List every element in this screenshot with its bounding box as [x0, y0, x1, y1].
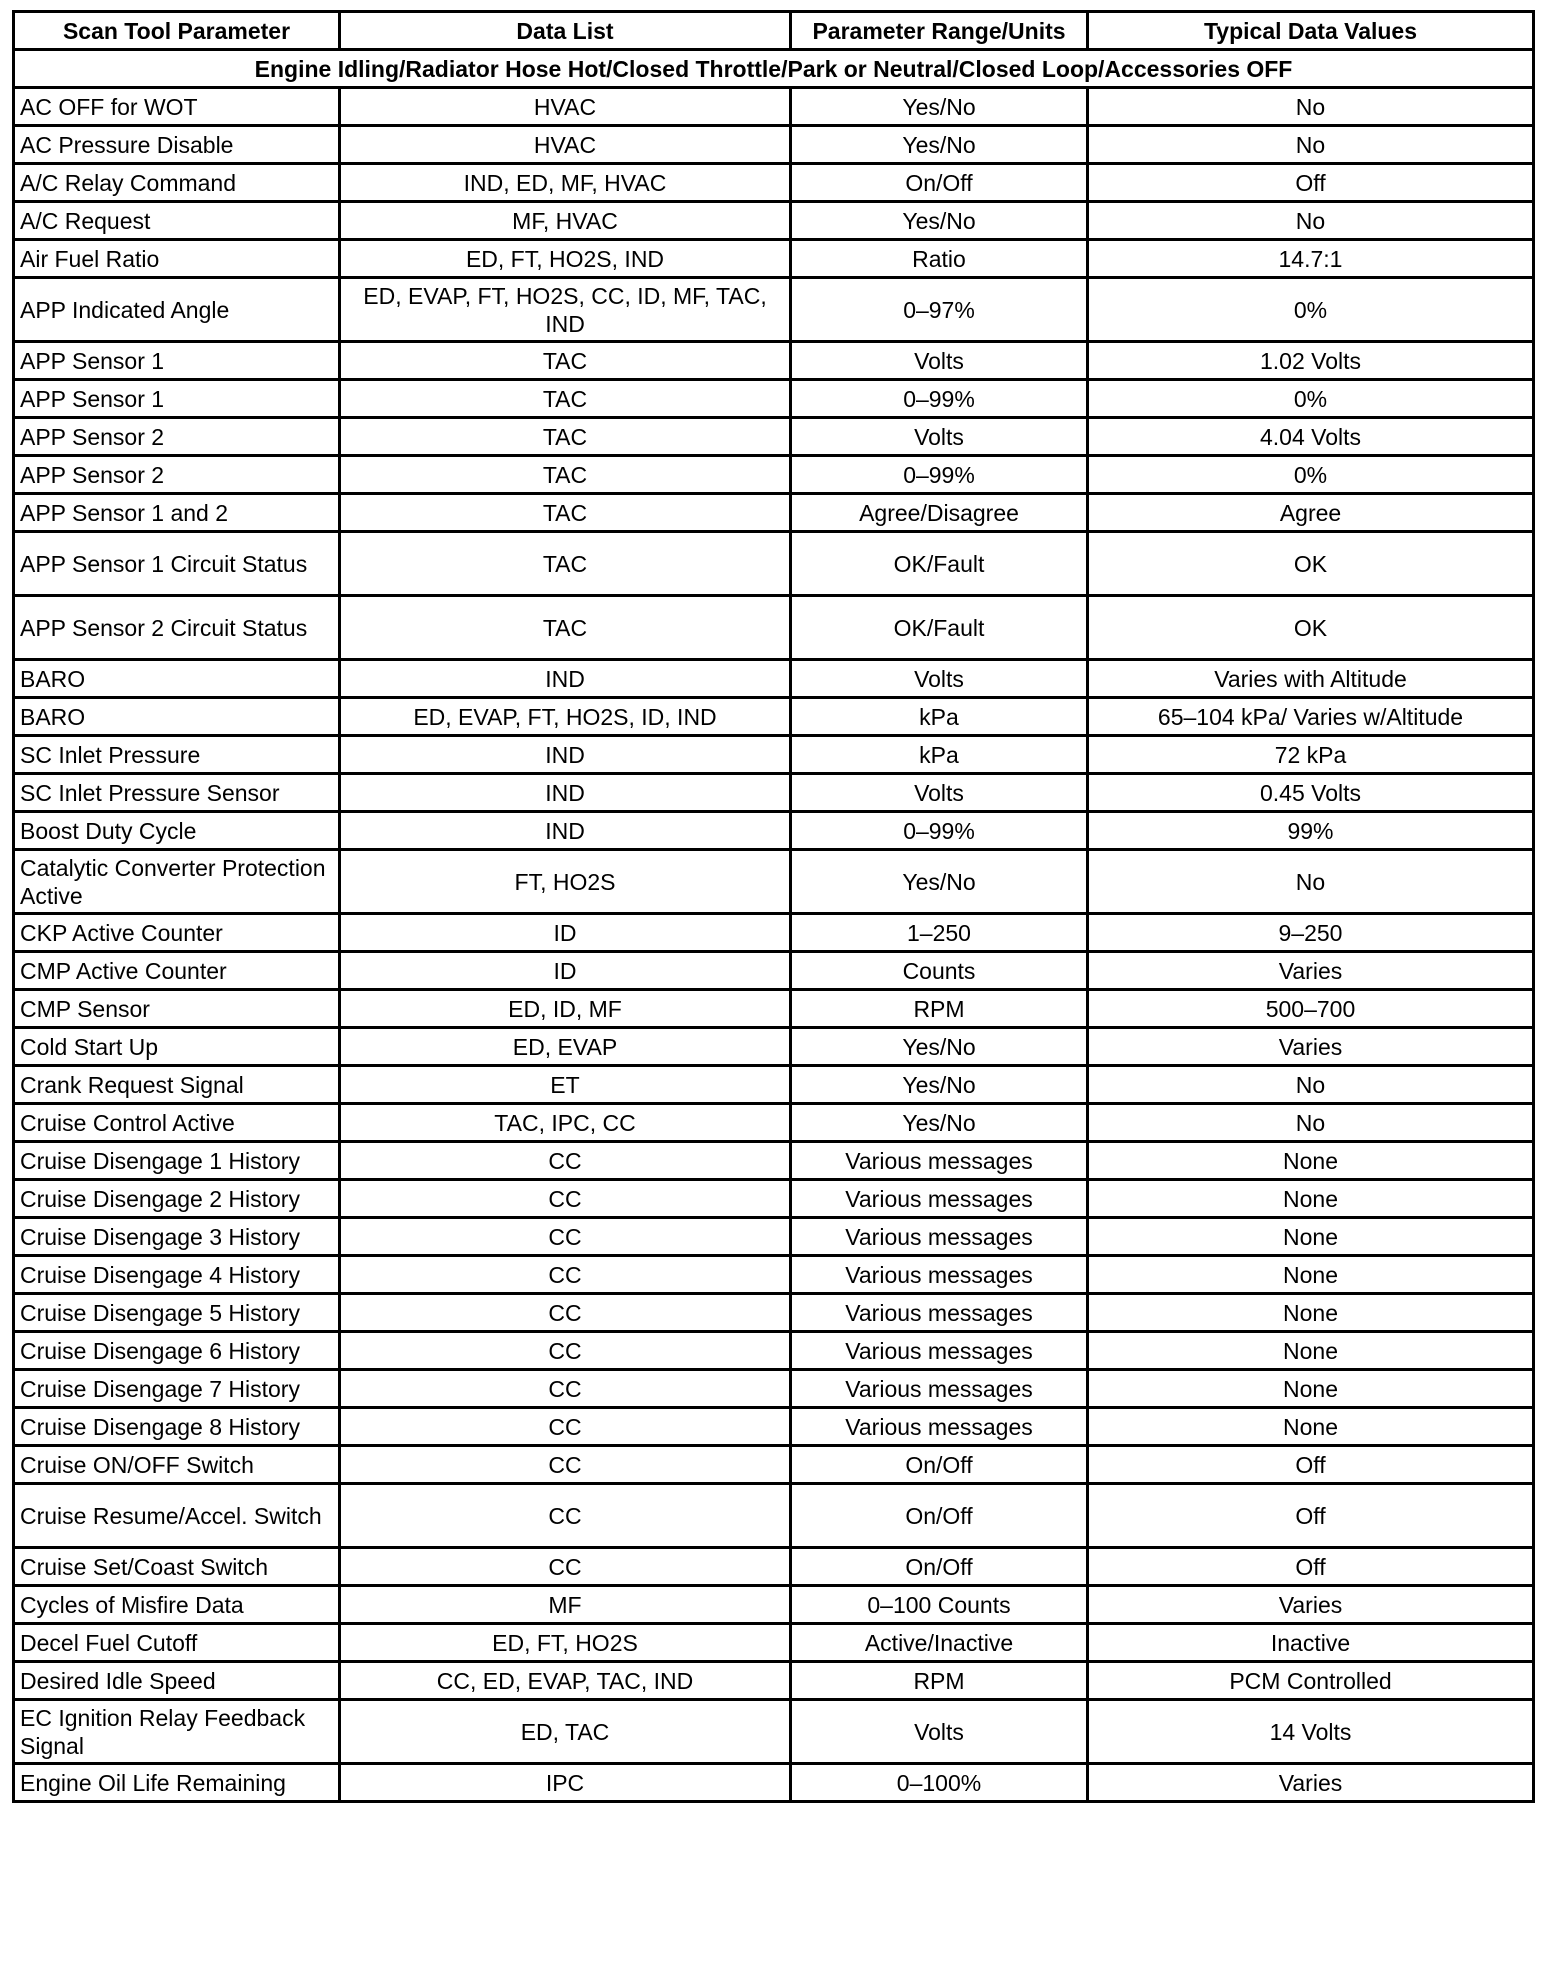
data-list-cell: TAC	[340, 494, 791, 532]
typical-value-cell: 4.04 Volts	[1088, 418, 1534, 456]
table-row	[14, 1294, 1534, 1332]
table-row	[14, 1700, 1534, 1764]
parameter-cell: Cruise Disengage 3 History	[14, 1218, 340, 1256]
table-row	[14, 1218, 1534, 1256]
range-units-cell: Yes/No	[791, 88, 1088, 126]
table-row	[14, 1484, 1534, 1548]
parameter-cell: SC Inlet Pressure Sensor	[14, 774, 340, 812]
data-list-cell: TAC	[340, 596, 791, 660]
range-units-cell: Volts	[791, 774, 1088, 812]
range-units-cell: Various messages	[791, 1370, 1088, 1408]
table-row	[14, 342, 1534, 380]
range-units-cell: 1–250	[791, 914, 1088, 952]
typical-value-cell: OK	[1088, 532, 1534, 596]
parameter-cell: CMP Sensor	[14, 990, 340, 1028]
typical-value-cell: None	[1088, 1408, 1534, 1446]
typical-value-cell: 1.02 Volts	[1088, 342, 1534, 380]
parameter-cell: Crank Request Signal	[14, 1066, 340, 1104]
data-list-cell: ED, EVAP	[340, 1028, 791, 1066]
table-row	[14, 494, 1534, 532]
range-units-cell: Various messages	[791, 1180, 1088, 1218]
data-list-cell: IND	[340, 736, 791, 774]
typical-value-cell: Agree	[1088, 494, 1534, 532]
range-units-cell: Yes/No	[791, 1104, 1088, 1142]
range-units-cell: Volts	[791, 660, 1088, 698]
data-list-cell: CC	[340, 1484, 791, 1548]
parameter-cell: APP Sensor 1 Circuit Status	[14, 532, 340, 596]
header-row	[14, 12, 1534, 50]
parameter-cell: Cruise Set/Coast Switch	[14, 1548, 340, 1586]
typical-value-cell: OK	[1088, 596, 1534, 660]
parameter-cell: APP Sensor 1 and 2	[14, 494, 340, 532]
table-row	[14, 1028, 1534, 1066]
parameter-cell: Desired Idle Speed	[14, 1662, 340, 1700]
typical-value-cell: Off	[1088, 164, 1534, 202]
table-row	[14, 1180, 1534, 1218]
typical-value-cell: No	[1088, 126, 1534, 164]
typical-value-cell: 14 Volts	[1088, 1700, 1534, 1764]
typical-value-cell: 65–104 kPa/ Varies w/Altitude	[1088, 698, 1534, 736]
range-units-cell: On/Off	[791, 1484, 1088, 1548]
parameter-cell: SC Inlet Pressure	[14, 736, 340, 774]
parameter-cell: APP Sensor 2	[14, 418, 340, 456]
data-list-cell: TAC	[340, 418, 791, 456]
data-list-cell: ID	[340, 952, 791, 990]
table-row	[14, 990, 1534, 1028]
table-row	[14, 812, 1534, 850]
table-row	[14, 1662, 1534, 1700]
data-list-cell: CC	[340, 1142, 791, 1180]
data-list-cell: HVAC	[340, 126, 791, 164]
typical-value-cell: 99%	[1088, 812, 1534, 850]
parameter-cell: CKP Active Counter	[14, 914, 340, 952]
typical-value-cell: 14.7:1	[1088, 240, 1534, 278]
data-list-cell: CC	[340, 1408, 791, 1446]
typical-value-cell: None	[1088, 1370, 1534, 1408]
typical-value-cell: Varies	[1088, 1586, 1534, 1624]
data-list-cell: TAC	[340, 532, 791, 596]
range-units-cell: 0–99%	[791, 456, 1088, 494]
data-list-cell: CC	[340, 1256, 791, 1294]
typical-value-cell: 0%	[1088, 456, 1534, 494]
table-row	[14, 278, 1534, 342]
parameter-cell: Decel Fuel Cutoff	[14, 1624, 340, 1662]
parameter-cell: Catalytic Converter Protection Active	[14, 850, 340, 914]
range-units-cell: Yes/No	[791, 1028, 1088, 1066]
range-units-cell: Various messages	[791, 1218, 1088, 1256]
data-list-cell: IND	[340, 774, 791, 812]
data-list-cell: CC, ED, EVAP, TAC, IND	[340, 1662, 791, 1700]
parameter-cell: AC OFF for WOT	[14, 88, 340, 126]
typical-value-cell: None	[1088, 1332, 1534, 1370]
data-list-cell: ED, FT, HO2S, IND	[340, 240, 791, 278]
parameter-cell: CMP Active Counter	[14, 952, 340, 990]
table-row	[14, 596, 1534, 660]
parameter-cell: APP Sensor 2 Circuit Status	[14, 596, 340, 660]
typical-value-cell: Inactive	[1088, 1624, 1534, 1662]
range-units-cell: Yes/No	[791, 850, 1088, 914]
table-row	[14, 914, 1534, 952]
range-units-cell: 0–97%	[791, 278, 1088, 342]
range-units-cell: 0–99%	[791, 812, 1088, 850]
range-units-cell: Counts	[791, 952, 1088, 990]
data-list-cell: CC	[340, 1218, 791, 1256]
table-row	[14, 774, 1534, 812]
table-row	[14, 1142, 1534, 1180]
table-row	[14, 850, 1534, 914]
data-list-cell: ET	[340, 1066, 791, 1104]
typical-value-cell: 500–700	[1088, 990, 1534, 1028]
typical-value-cell: No	[1088, 850, 1534, 914]
range-units-cell: Yes/No	[791, 126, 1088, 164]
range-units-cell: Various messages	[791, 1408, 1088, 1446]
typical-value-cell: 0%	[1088, 278, 1534, 342]
typical-value-cell: 0.45 Volts	[1088, 774, 1534, 812]
parameter-cell: Cruise Disengage 5 History	[14, 1294, 340, 1332]
typical-value-cell: None	[1088, 1294, 1534, 1332]
typical-value-cell: No	[1088, 1104, 1534, 1142]
range-units-cell: Yes/No	[791, 1066, 1088, 1104]
table-row	[14, 240, 1534, 278]
typical-value-cell: Off	[1088, 1446, 1534, 1484]
data-list-cell: TAC	[340, 380, 791, 418]
data-list-cell: TAC	[340, 456, 791, 494]
range-units-cell: kPa	[791, 698, 1088, 736]
parameter-cell: Cruise Disengage 1 History	[14, 1142, 340, 1180]
parameter-cell: EC Ignition Relay Feedback Signal	[14, 1700, 340, 1764]
parameter-cell: APP Indicated Angle	[14, 278, 340, 342]
parameter-cell: Air Fuel Ratio	[14, 240, 340, 278]
range-units-cell: 0–100%	[791, 1764, 1088, 1802]
range-units-cell: 0–99%	[791, 380, 1088, 418]
typical-value-cell: None	[1088, 1256, 1534, 1294]
table-row	[14, 164, 1534, 202]
typical-value-cell: 0%	[1088, 380, 1534, 418]
table-row	[14, 88, 1534, 126]
typical-value-cell: None	[1088, 1142, 1534, 1180]
data-list-cell: ED, EVAP, FT, HO2S, CC, ID, MF, TAC, IND	[340, 278, 791, 342]
range-units-cell: OK/Fault	[791, 596, 1088, 660]
range-units-cell: Volts	[791, 418, 1088, 456]
table-row	[14, 1624, 1534, 1662]
table-row	[14, 1764, 1534, 1802]
parameter-cell: Cruise Disengage 4 History	[14, 1256, 340, 1294]
parameter-cell: BARO	[14, 698, 340, 736]
typical-value-cell: No	[1088, 1066, 1534, 1104]
table-row	[14, 660, 1534, 698]
table-row	[14, 1370, 1534, 1408]
scan-tool-data-table	[12, 10, 1535, 1803]
data-list-cell: CC	[340, 1446, 791, 1484]
range-units-cell: Various messages	[791, 1256, 1088, 1294]
typical-value-cell: 72 kPa	[1088, 736, 1534, 774]
table-row	[14, 1104, 1534, 1142]
range-units-cell: OK/Fault	[791, 532, 1088, 596]
range-units-cell: On/Off	[791, 1446, 1088, 1484]
table-row	[14, 456, 1534, 494]
range-units-cell: On/Off	[791, 1548, 1088, 1586]
data-list-cell: ED, ID, MF	[340, 990, 791, 1028]
typical-value-cell: No	[1088, 202, 1534, 240]
parameter-cell: Cruise ON/OFF Switch	[14, 1446, 340, 1484]
parameter-cell: Boost Duty Cycle	[14, 812, 340, 850]
parameter-cell: Cruise Disengage 2 History	[14, 1180, 340, 1218]
typical-value-cell: None	[1088, 1180, 1534, 1218]
parameter-cell: APP Sensor 2	[14, 456, 340, 494]
data-list-cell: HVAC	[340, 88, 791, 126]
data-list-cell: CC	[340, 1370, 791, 1408]
range-units-cell: Volts	[791, 1700, 1088, 1764]
table-row	[14, 418, 1534, 456]
parameter-cell: Cruise Control Active	[14, 1104, 340, 1142]
data-list-cell: MF, HVAC	[340, 202, 791, 240]
table-row	[14, 1066, 1534, 1104]
range-units-cell: Various messages	[791, 1332, 1088, 1370]
data-list-cell: ED, EVAP, FT, HO2S, ID, IND	[340, 698, 791, 736]
table-row	[14, 126, 1534, 164]
data-list-cell: FT, HO2S	[340, 850, 791, 914]
table-row	[14, 1332, 1534, 1370]
parameter-cell: APP Sensor 1	[14, 342, 340, 380]
typical-value-cell: Off	[1088, 1548, 1534, 1586]
header-scan-tool-parameter: Scan Tool Parameter	[14, 12, 340, 50]
data-list-cell: CC	[340, 1180, 791, 1218]
parameter-cell: AC Pressure Disable	[14, 126, 340, 164]
data-list-cell: MF	[340, 1586, 791, 1624]
data-list-cell: IND	[340, 812, 791, 850]
typical-value-cell: 9–250	[1088, 914, 1534, 952]
parameter-cell: Cycles of Misfire Data	[14, 1586, 340, 1624]
data-list-cell: CC	[340, 1332, 791, 1370]
data-list-cell: ID	[340, 914, 791, 952]
table-row	[14, 1408, 1534, 1446]
range-units-cell: Ratio	[791, 240, 1088, 278]
parameter-cell: Cruise Disengage 6 History	[14, 1332, 340, 1370]
table-row	[14, 698, 1534, 736]
parameter-cell: Cruise Disengage 8 History	[14, 1408, 340, 1446]
range-units-cell: kPa	[791, 736, 1088, 774]
table-row	[14, 532, 1534, 596]
range-units-cell: Active/Inactive	[791, 1624, 1088, 1662]
parameter-cell: Engine Oil Life Remaining	[14, 1764, 340, 1802]
table-row	[14, 1586, 1534, 1624]
range-units-cell: RPM	[791, 990, 1088, 1028]
range-units-cell: Agree/Disagree	[791, 494, 1088, 532]
range-units-cell: On/Off	[791, 164, 1088, 202]
header-data-list: Data List	[340, 12, 791, 50]
data-list-cell: ED, TAC	[340, 1700, 791, 1764]
typical-value-cell: Varies with Altitude	[1088, 660, 1534, 698]
typical-value-cell: No	[1088, 88, 1534, 126]
range-units-cell: 0–100 Counts	[791, 1586, 1088, 1624]
range-units-cell: Yes/No	[791, 202, 1088, 240]
data-list-cell: IND	[340, 660, 791, 698]
parameter-cell: Cold Start Up	[14, 1028, 340, 1066]
data-list-cell: IND, ED, MF, HVAC	[340, 164, 791, 202]
typical-value-cell: Varies	[1088, 952, 1534, 990]
parameter-cell: APP Sensor 1	[14, 380, 340, 418]
range-units-cell: RPM	[791, 1662, 1088, 1700]
data-list-cell: TAC	[340, 342, 791, 380]
data-list-cell: CC	[340, 1294, 791, 1332]
parameter-cell: BARO	[14, 660, 340, 698]
data-list-cell: TAC, IPC, CC	[340, 1104, 791, 1142]
table-row	[14, 1548, 1534, 1586]
typical-value-cell: Off	[1088, 1484, 1534, 1548]
data-list-cell: CC	[340, 1548, 791, 1586]
typical-value-cell: Varies	[1088, 1764, 1534, 1802]
parameter-cell: Cruise Resume/Accel. Switch	[14, 1484, 340, 1548]
table-row	[14, 380, 1534, 418]
range-units-cell: Various messages	[791, 1294, 1088, 1332]
typical-value-cell: PCM Controlled	[1088, 1662, 1534, 1700]
range-units-cell: Volts	[791, 342, 1088, 380]
condition-text: Engine Idling/Radiator Hose Hot/Closed Throttle/Park or Neutral/Closed Loop/Accessories OFF	[14, 50, 1534, 88]
table-row	[14, 1256, 1534, 1294]
table-row	[14, 736, 1534, 774]
header-parameter-range-units: Parameter Range/Units	[791, 12, 1088, 50]
typical-value-cell: Varies	[1088, 1028, 1534, 1066]
table-row	[14, 1446, 1534, 1484]
data-list-cell: IPC	[340, 1764, 791, 1802]
header-typical-data-values: Typical Data Values	[1088, 12, 1534, 50]
condition-row	[14, 50, 1534, 88]
table-row	[14, 952, 1534, 990]
parameter-cell: A/C Relay Command	[14, 164, 340, 202]
table-row	[14, 202, 1534, 240]
parameter-cell: A/C Request	[14, 202, 340, 240]
parameter-cell: Cruise Disengage 7 History	[14, 1370, 340, 1408]
typical-value-cell: None	[1088, 1218, 1534, 1256]
range-units-cell: Various messages	[791, 1142, 1088, 1180]
data-list-cell: ED, FT, HO2S	[340, 1624, 791, 1662]
